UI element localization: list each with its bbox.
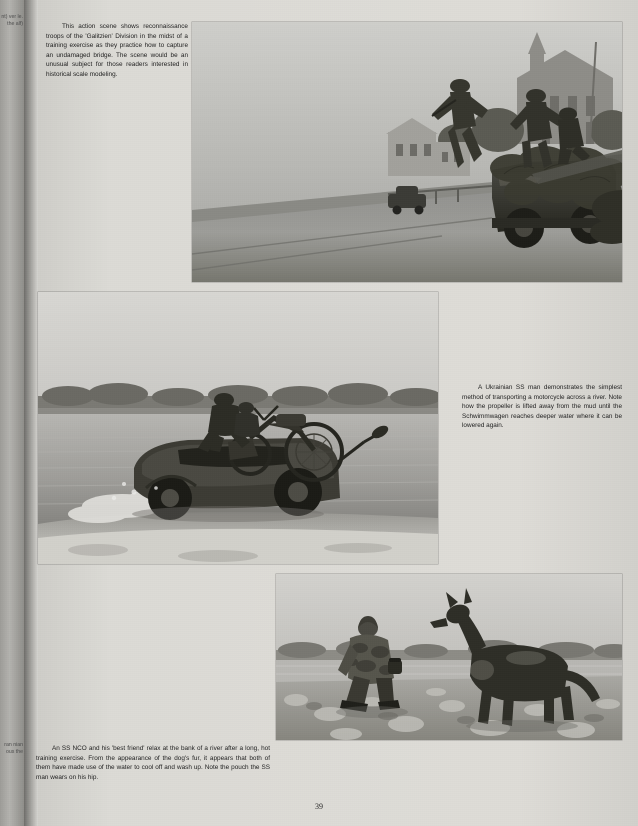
page-number: 39 [315,802,323,811]
page-edge [0,0,24,826]
caption-top-photo [46,22,188,80]
photo-schwimmwagen [38,292,438,564]
caption-bottom-text: An SS NCO and his 'best friend' relax at the bank of a river after a long, hot training exercise. From the appearance of the dog's fur, it appears that both of them have made use of the water to cool off and wash up. Note the pouch the SS man wears on his hip. [36,745,270,781]
page-gutter-shadow [24,0,38,826]
previous-page-sliver-bottom: ran nian ous the [4,742,23,755]
caption-middle-text: A Ukrainian SS man demonstrates the simplest method of transporting a motorcycle across a river. Note how the propeller is lifted away from the mud until the Schwimmwagen reaches deeper water where it can be lowered again. [462,384,622,430]
previous-page-sliver-top: nt) ver le. the alf) [1,14,23,27]
caption-top-text: This action scene shows reconnaissance troops of the 'Galitzien' Division in the midst of a training exercise as they practice how to capture an undamaged bridge. The scene would be an unusual subject for those readers interested in historical scale modeling. [46,23,188,78]
caption-bottom-photo [36,744,270,782]
photo-nco-dog [276,574,622,740]
photo-bridge-assault [192,22,622,282]
caption-middle-photo [462,383,622,431]
